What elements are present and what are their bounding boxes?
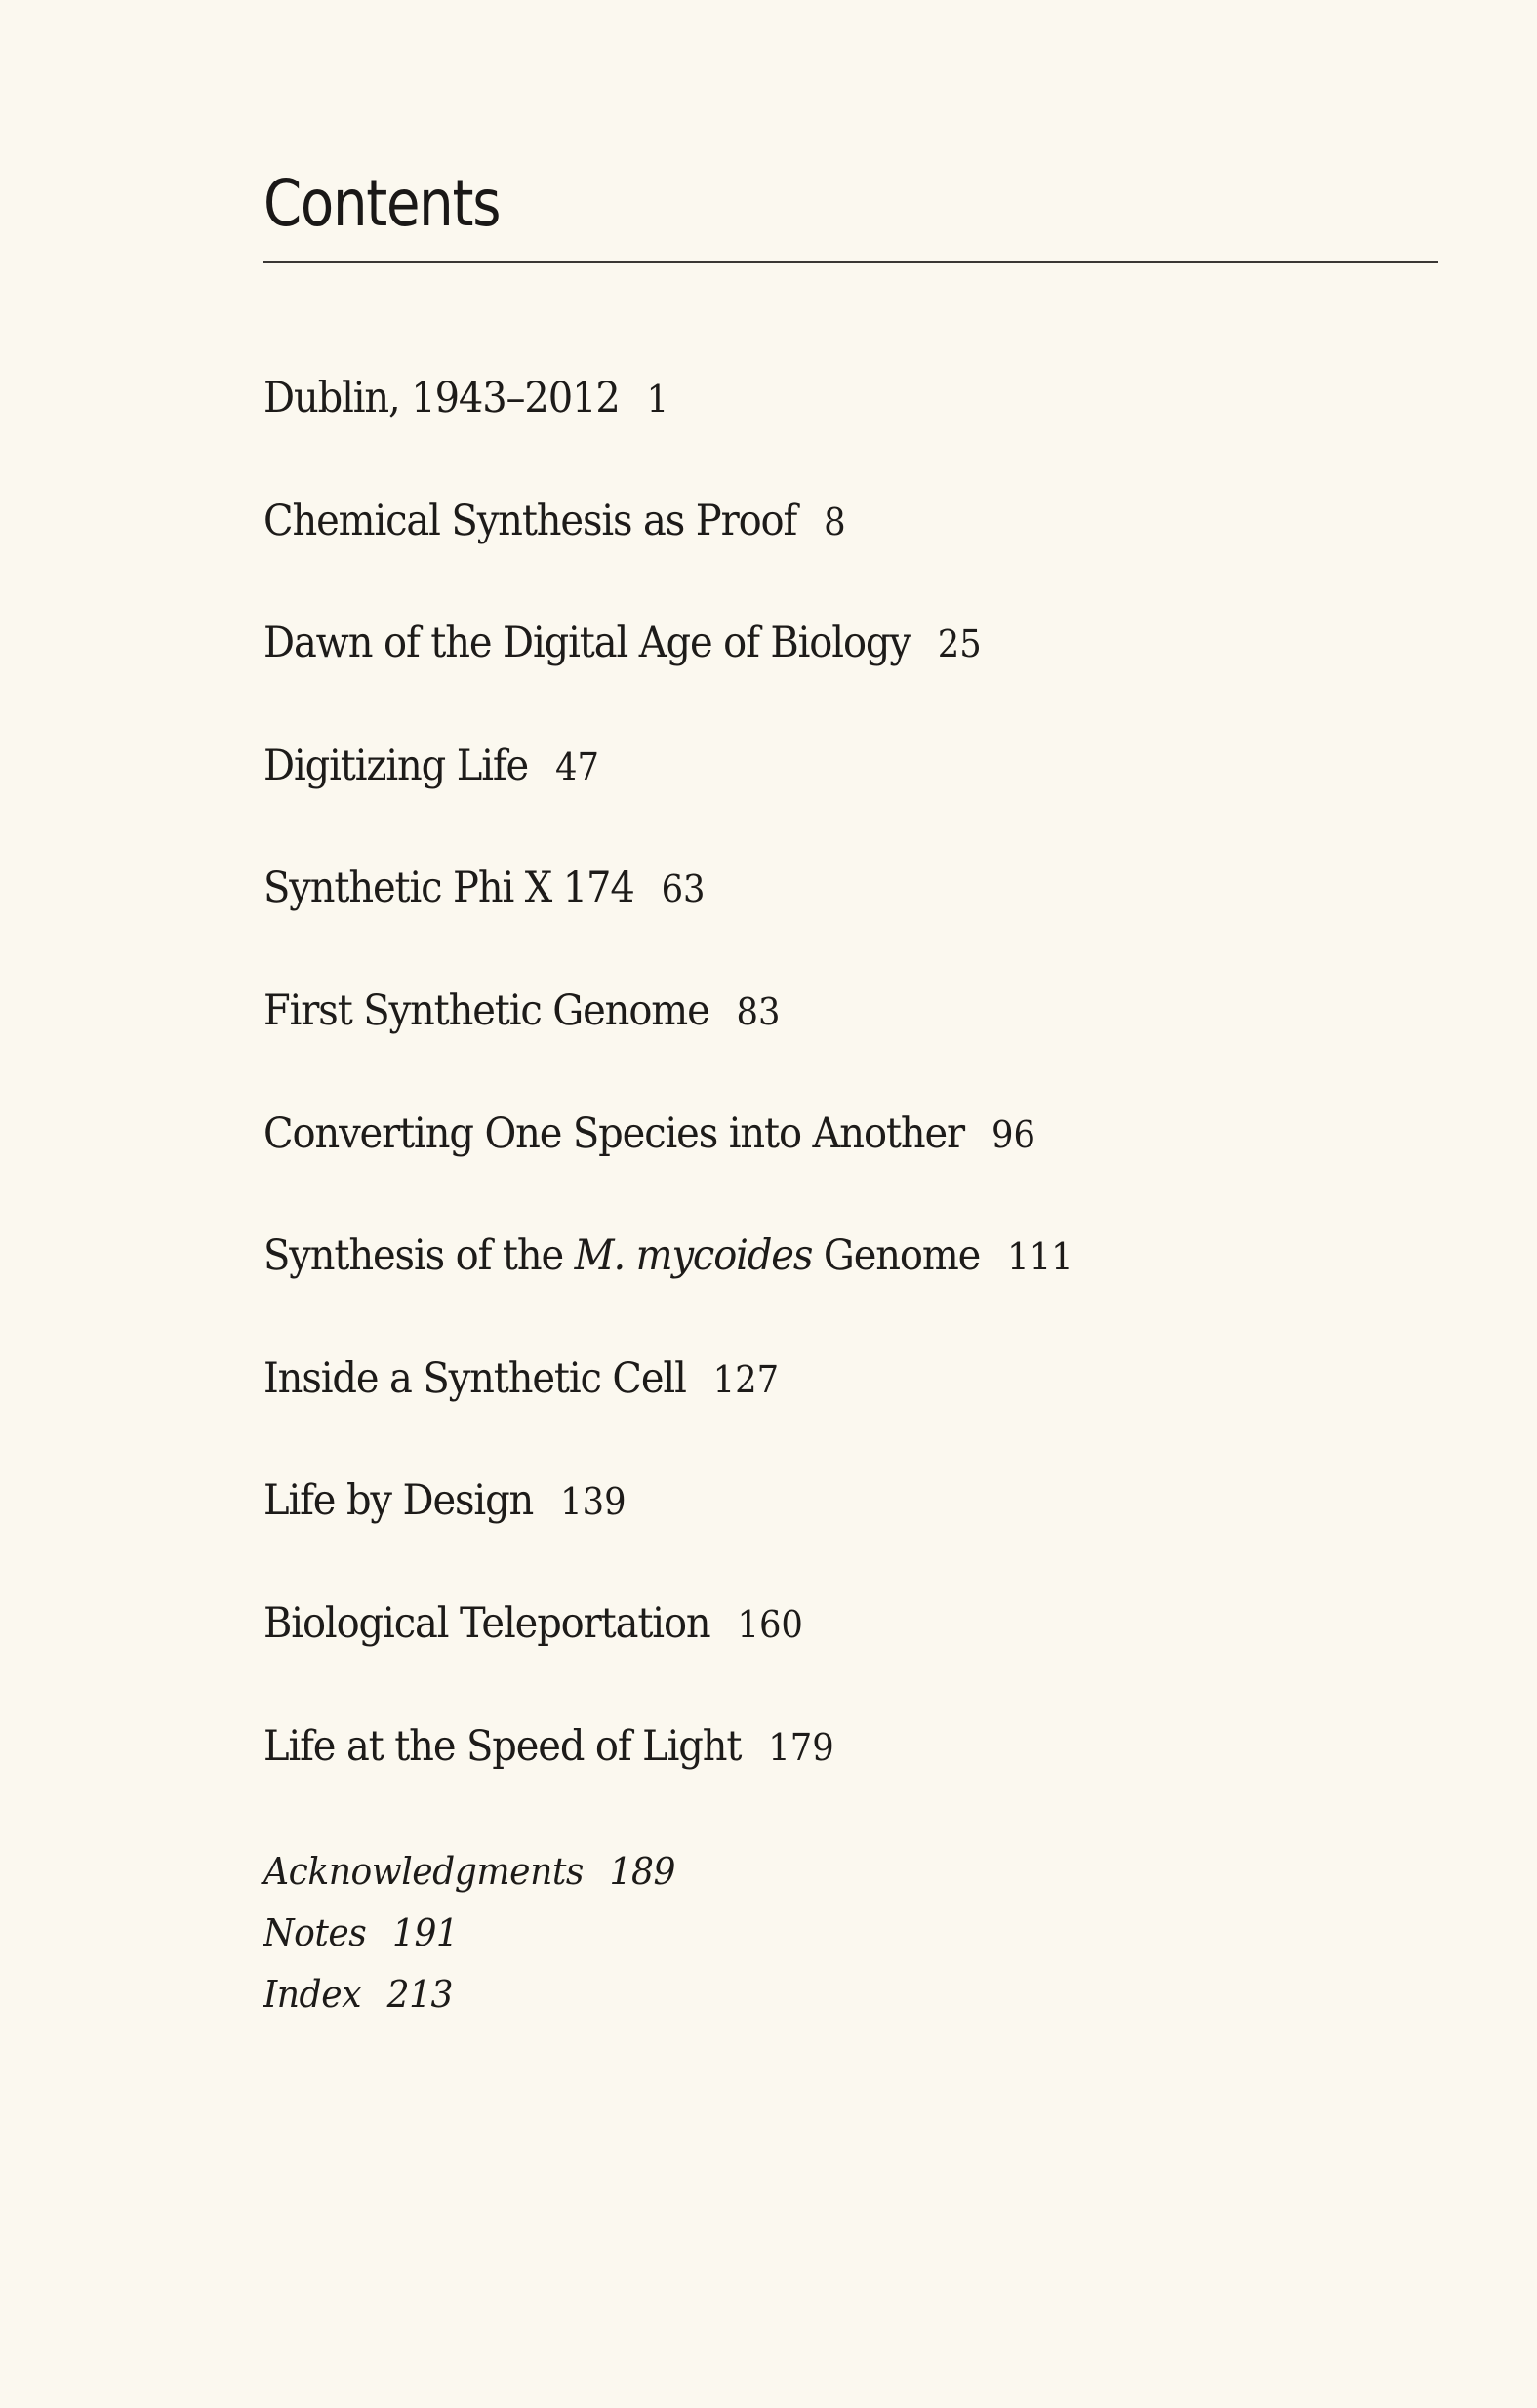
chapter-line (263, 614, 982, 673)
back-matter-notes[interactable] (263, 1903, 675, 1964)
chapter-title: Life at the Speed of Light (263, 1721, 742, 1771)
toc-entry-chapter-3[interactable] (0, 614, 1269, 737)
toc-entry-chapter-5[interactable] (0, 859, 1269, 982)
back-matter-label: Acknowledgments (263, 1850, 584, 1893)
chapter-page-number: 127 (712, 1357, 780, 1401)
back-matter-index[interactable] (263, 1964, 675, 2026)
chapter-title: Converting One Species into Another (263, 1108, 965, 1158)
toc-entry-chapter-7[interactable] (0, 1104, 1269, 1227)
chapter-line (263, 737, 599, 796)
back-matter-label: Index (263, 1973, 361, 2016)
chapter-title (263, 1231, 980, 1280)
chapter-title: Biological Teleportation (263, 1598, 710, 1648)
table-of-contents (0, 369, 1537, 1839)
toc-entry-chapter-8[interactable] (0, 1226, 1269, 1349)
back-matter-list (263, 1841, 697, 2026)
chapter-line (263, 1104, 1035, 1164)
chapter-line (263, 859, 706, 918)
chapter-page-number: 83 (736, 989, 781, 1033)
chapter-line (263, 369, 668, 428)
toc-entry-chapter-6[interactable] (0, 982, 1269, 1104)
chapter-title: Inside a Synthetic Cell (263, 1353, 686, 1403)
chapter-title: Dublin, 1943–2012 (263, 374, 620, 422)
back-matter-label: Notes (263, 1911, 367, 1954)
chapter-title-end: Genome (812, 1231, 981, 1281)
toc-entry-chapter-12[interactable] (0, 1717, 1269, 1840)
back-matter-acknowledgments[interactable] (263, 1841, 675, 1903)
toc-entry-chapter-10[interactable] (0, 1471, 1269, 1594)
back-matter-page-number: 213 (386, 1973, 454, 2016)
chapter-page-number: 8 (824, 500, 846, 543)
toc-entry-chapter-11[interactable] (0, 1594, 1269, 1717)
chapter-page-number: 111 (1007, 1235, 1073, 1279)
page-title: Contents (263, 166, 501, 241)
chapter-page-number: 1 (646, 378, 669, 421)
species-name-italic: M. mycoides (574, 1231, 813, 1281)
chapter-title: First Synthetic Genome (263, 985, 709, 1035)
chapter-title: Life by Design (263, 1476, 534, 1526)
toc-entry-chapter-2[interactable] (0, 492, 1269, 615)
chapter-title: Synthetic Phi X 174 (263, 863, 634, 913)
toc-entry-chapter-4[interactable] (0, 737, 1269, 860)
toc-entry-chapter-1[interactable] (0, 369, 1269, 492)
back-matter-page-number: 191 (391, 1911, 459, 1954)
chapter-line (263, 1226, 1073, 1286)
chapter-line (263, 1594, 803, 1654)
chapter-line (263, 1471, 627, 1531)
chapter-page-number: 139 (560, 1480, 627, 1524)
chapter-line (263, 1717, 834, 1777)
chapter-title: Chemical Synthesis as Proof (263, 496, 797, 545)
chapter-line (263, 982, 781, 1041)
chapter-page-number: 63 (661, 867, 706, 911)
chapter-page-number: 179 (768, 1725, 834, 1769)
chapter-page-number: 47 (555, 744, 599, 788)
toc-entry-chapter-9[interactable] (0, 1349, 1269, 1472)
chapter-page-number: 160 (737, 1602, 803, 1646)
chapter-line (263, 1349, 779, 1409)
chapter-title-start: Synthesis of the (263, 1231, 575, 1281)
back-matter-page-number: 189 (609, 1850, 676, 1893)
chapter-line (263, 492, 846, 551)
chapter-title: Digitizing Life (263, 741, 529, 790)
chapter-page-number: 25 (937, 622, 982, 666)
chapter-page-number: 96 (991, 1112, 1035, 1156)
chapter-title: Dawn of the Digital Age of Biology (263, 619, 910, 668)
title-divider (263, 261, 1438, 263)
